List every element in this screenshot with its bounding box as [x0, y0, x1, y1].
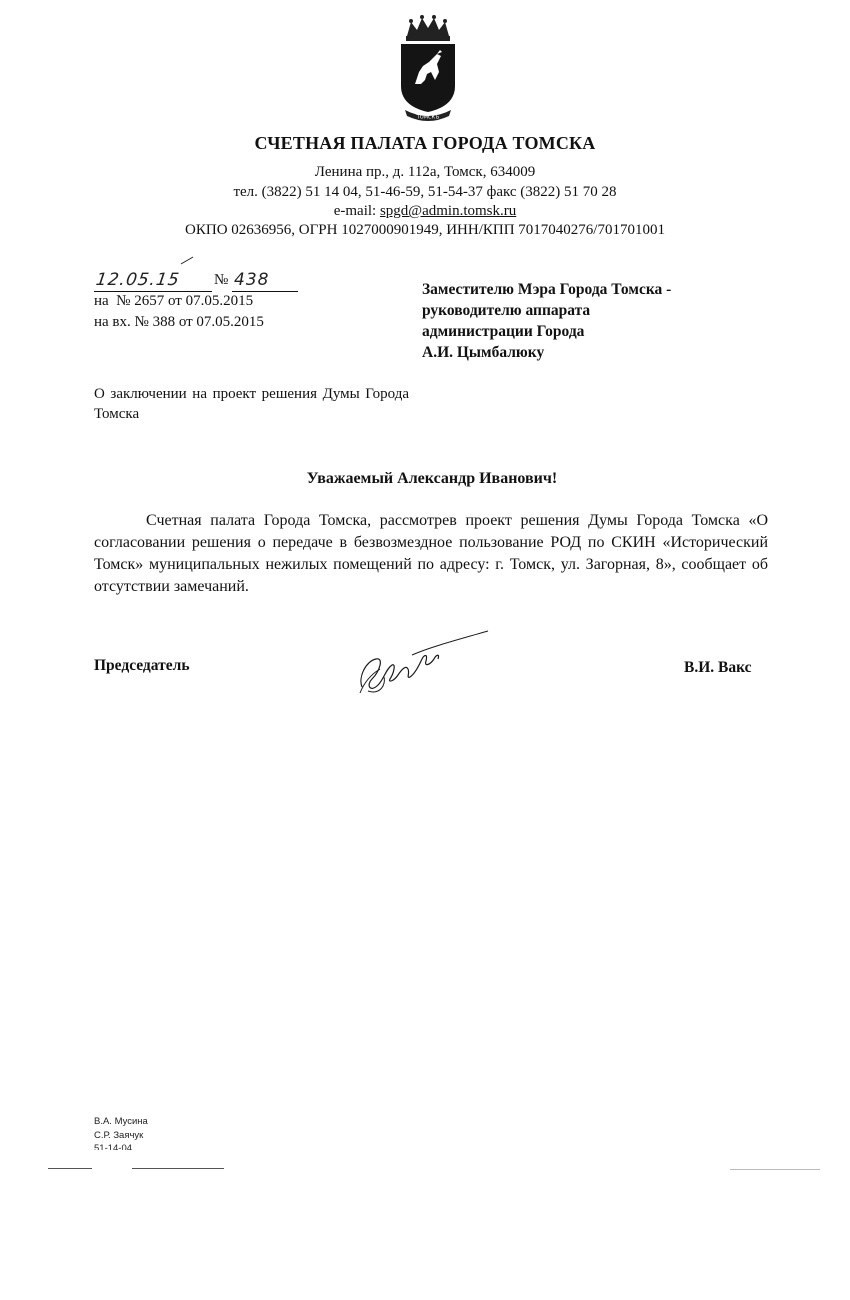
organization-phones: тел. (3822) 51 14 04, 51-46-59, 51-54-37 факс (3822) 51 70 28: [233, 184, 617, 200]
organization-email-line: [0, 203, 850, 220]
letter-subject: О заключении на проект решения Думы Города Томска: [94, 386, 409, 422]
signatory-role: Председатель: [94, 657, 190, 674]
letter-body: Счетная палата Города Томска, рассмотрев проект решения Думы Города Томска «О согласовании решения о передаче в безвозмездное пользование РОД по СКИН «Исторический Томск» муниципальных нежилых помещений по адресу: г. Томск, ул. Загорная, 8», сообщает об отсутствии замечаний.: [94, 512, 768, 595]
incoming-reference: на вх. № 388 от 07.05.2015: [94, 314, 264, 330]
letter-greeting: Уважаемый Александр Иванович!: [306, 470, 558, 487]
footer-rule-middle: [132, 1168, 224, 1169]
tomsk-coat-of-arms-icon: [393, 14, 463, 122]
executor-line-1: В.А. Мусина: [94, 1116, 148, 1127]
executor-line-2: С.Р. Заячук: [94, 1130, 144, 1141]
email-label: e-mail:: [333, 203, 380, 219]
signatory-name: В.И. Вакс: [684, 659, 752, 676]
organization-address: Ленина пр., д. 112а, Томск, 634009: [314, 164, 536, 180]
footer-rule-right: [730, 1169, 820, 1170]
outgoing-number-field: [232, 270, 298, 292]
coat-of-arms-emblem: [393, 14, 463, 122]
addressee-line-1: Заместителю Мэра Города Томска -: [422, 281, 672, 298]
addressee-line-3: администрации Города: [422, 323, 585, 340]
footer-rule-left: [48, 1168, 92, 1169]
organization-registry: ОКПО 02636956, ОГРН 1027000901949, ИНН/КПП 7017040276/701701001: [185, 222, 665, 238]
reply-to-reference: на № 2657 от 07.05.2015: [94, 293, 254, 309]
addressee-line-2: руководителю аппарата: [422, 302, 591, 319]
outgoing-date-handwritten: 12.05.15: [94, 270, 182, 290]
handwriting-tick-mark: [181, 257, 194, 265]
email-link[interactable]: spgd@admin.tomsk.ru: [379, 203, 517, 219]
outgoing-date-field: [94, 270, 212, 292]
number-sign: №: [214, 272, 229, 288]
emblem-ribbon-text: ТОМСКЪ: [416, 114, 440, 121]
organization-title: СЧЕТНАЯ ПАЛАТА ГОРОДА ТОМСКА: [254, 133, 596, 153]
executor-phone: 51-14-04: [94, 1143, 133, 1150]
handwritten-signature-icon: [350, 625, 495, 705]
addressee-block: [422, 279, 671, 363]
addressee-line-4: А.И. Цымбалюку: [422, 344, 545, 361]
outgoing-number-handwritten: 438: [234, 270, 270, 290]
